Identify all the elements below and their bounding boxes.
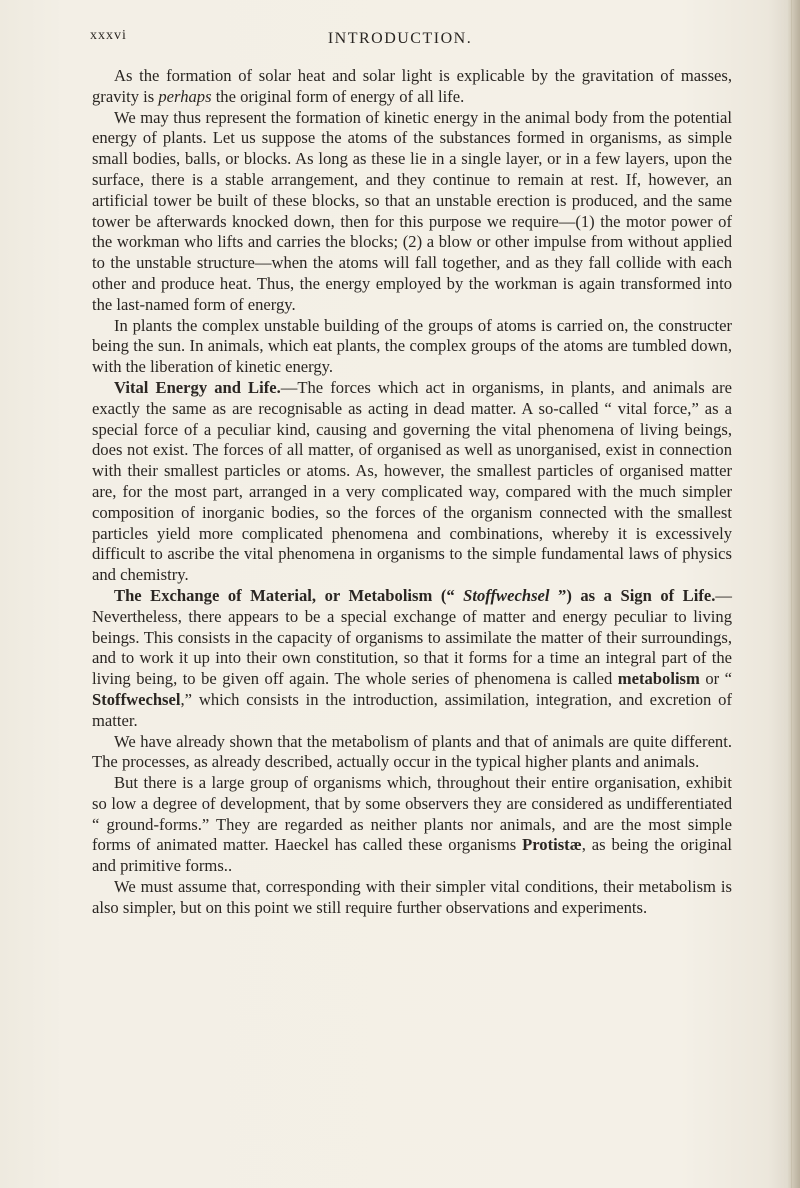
paragraph-tower-analogy: We may thus represent the formation of kinetic energy in the animal body from the potential energy of plants. Let us suppose the atoms of the substances formed in organisms, as simple small bodies, balls, or blocks. As long as these lie in a single layer, or in a few layers, upon the surface, there is a stable arrangement, and they continue to remain at rest. If, however, an artificial tower be built of these blocks, so that an unstable erection is produced, and the same tower be afterwards knocked down, then for this purpose we require—(1) the motor power of the workman who lifts and carries the blocks; (2) a blow or other impulse from without applied to the unstable structure—when the atoms will fall together, and as they fall collide with each other and produce heat. Thus, the energy employed by the workman is again transformed into the last-named form of energy. [92,107,732,314]
emphasis-text: perhaps [158,86,212,106]
paragraph-simpler-metabolism: We must assume that, corresponding with their simpler vital conditions, their metabolism is also simpler, but on this point we still require further observations and experiments. [92,877,732,917]
paragraph-plants-animals: In plants the complex unstable building of the groups of atoms is carried on, the constructer being the sun. In animals, which eat plants, the complex groups of the atoms are tumbled down, with the liberation of kinetic energy. [92,315,732,377]
paragraph-text: As the formation of solar heat and solar light is explicable by the gravitation of masses, gravity is [92,66,732,106]
body-text [92,66,732,919]
paragraph-text: —Nevertheless, there appears to be a special exchange of matter and energy peculiar to living beings. This consists in the capacity of organisms to assimilate the matter of their surroundings, and to work it up into their own constitution, so that it forms for a time an integral part of the living being, to be given off again. The whole series of phenomena is called [92,585,732,689]
paragraph-protistae [92,773,732,877]
term-protistae: Protistæ [522,835,582,855]
page-edge [788,0,800,1188]
paragraph-text: the original form of energy of all life. [211,86,465,106]
section-heading: Vital Energy and Life. [114,377,281,397]
paragraph-metabolism [92,586,732,732]
section-heading: ”) as a Sign of Life. [549,585,716,605]
term-stoffwechsel: Stoffwechsel [92,689,181,709]
paragraph-text: —The forces which act in organisms, in plants, and animals are exactly the same as are recognisable as acting in dead matter. A so-called “ vital force,” as a special force of a peculiar kind, causing and governing the vital phenomena of living beings, does not exist. The forces of all matter, of organised as well as unorganised, exist in connection with their smallest particles or atoms. As, however, the smallest particles of organised matter are, for the most part, arranged in a very complicated way, compared with the much simpler composition of inorganic bodies, so the forces of the organism connected with the smallest particles yield more complicated phenomena and combinations, whereby it is excessively difficult to ascribe the vital phenomena in organisms to the simple fundamental laws of physics and chemistry. [92,377,732,585]
paragraph-text: ,” which consists in the introduction, assimilation, integration, and excretion of matter. [92,689,732,730]
paragraph-text: But there is a large group of organisms which, throughout their entire organisation, exhibit so low a degree of development, that by some observers they are considered as undifferentiated “ ground-forms.” They are regarded as neither plants nor animals, and are the most simple forms of animated matter. Haeckel has called these organisms [92,773,732,855]
page-number: xxxvi [90,28,127,43]
page-header [90,28,710,54]
running-head: INTRODUCTION. [327,30,473,47]
section-heading: The Exchange of Material, or Metabolism (“ [114,585,464,605]
paragraph-text: , as being the original and primitive forms.. [92,835,732,876]
term-metabolism: metabolism [617,669,700,689]
paragraph-gravity [92,66,732,108]
paragraph-metabolism-differs: We have already shown that the metabolism of plants and that of animals are quite different. The processes, as already described, actually occur in the typical higher plants and animals. [92,731,732,772]
paragraph-vital-energy [92,378,732,586]
paragraph-text: or “ [699,669,732,689]
section-heading-term: Stoffwechsel [463,585,550,605]
